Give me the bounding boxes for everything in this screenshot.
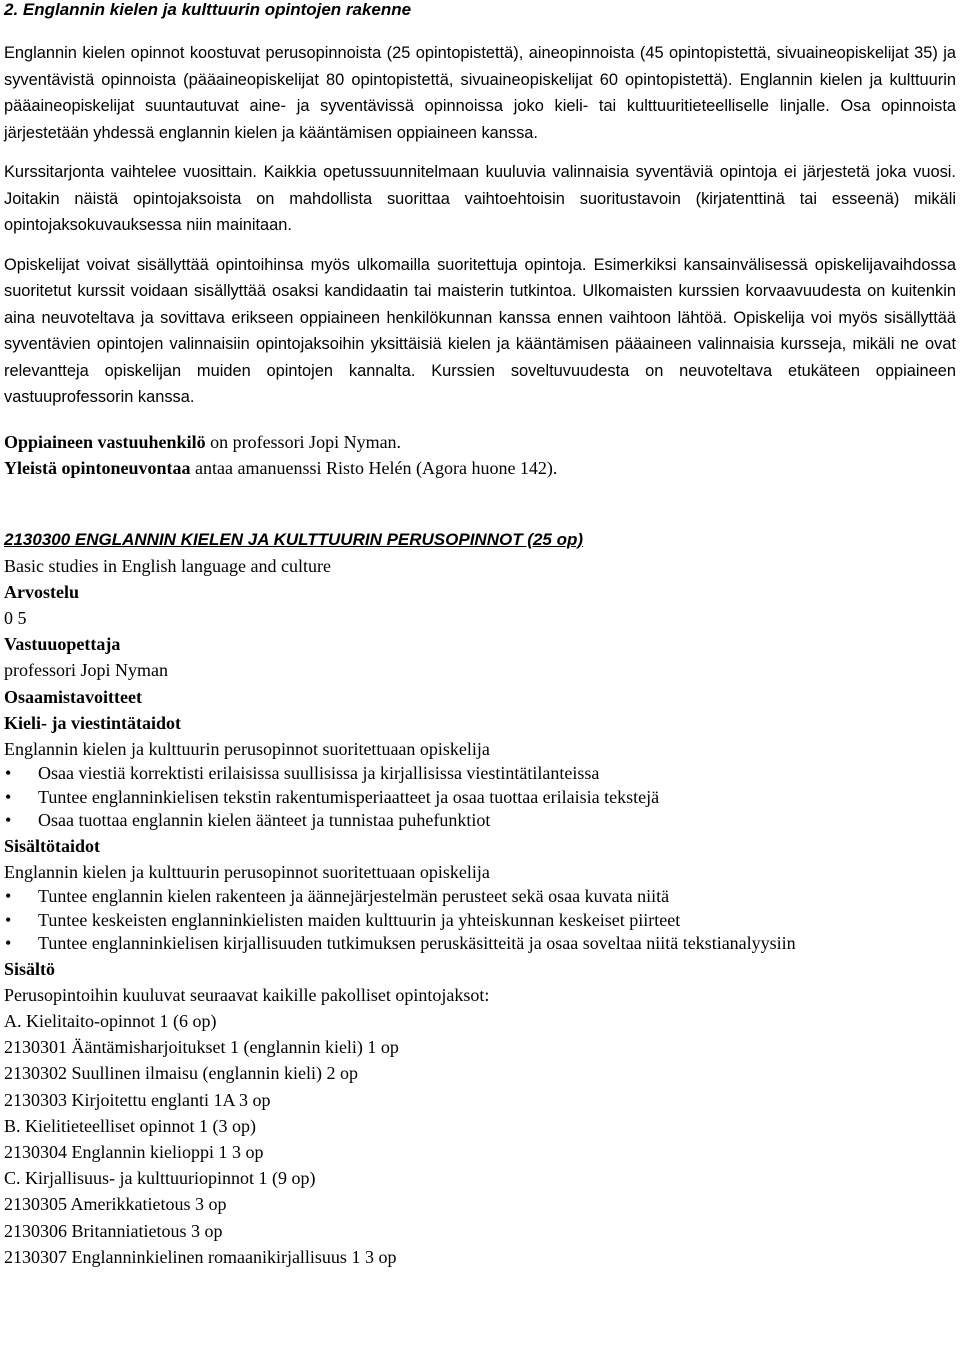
content-line: A. Kielitaito-opinnot 1 (6 op)	[4, 1010, 217, 1031]
responsible-person-label: Oppiaineen vastuuhenkilö	[4, 431, 206, 452]
content-line: 2130306 Britanniatietous 3 op	[4, 1220, 223, 1241]
list-item: • Tuntee keskeisten englanninkielisten maiden kulttuurin ja yhteiskunnan keskeiset piirteet	[4, 909, 956, 933]
content-line: B. Kielitieteelliset opinnot 1 (3 op)	[4, 1115, 256, 1136]
responsible-person-line	[4, 429, 956, 455]
advising-label: Yleistä opintoneuvontaa	[4, 457, 191, 478]
content-skills-label: Sisältötaidot	[4, 835, 101, 856]
paragraph-structure: Englannin kielen opinnot koostuvat perusopinnoista (25 opintopistettä), aineopinnoista (45 opintopistettä, sivuaineopiskelijat 35) ja syventävistä opinnoista (pääaineopiskelijat 80 opintopistettä, sivuaineopiskelijat 60 opintopistettä). Englannin kielen ja kulttuurin pääaineopiskelijat suuntautuvat aine- ja syventävissä opinnoissa joko kieli- tai kulttuuritieteelliselle linjalle. Osa opinnoista järjestetään yhdessä englannin kielen ja kääntämisen oppiaineen kanssa.	[4, 44, 956, 142]
list-item: • Tuntee englanninkielisen kirjallisuuden tutkimuksen peruskäsitteitä ja osaa soveltaa niitä tekstianalyysiin	[4, 932, 956, 956]
bullet-icon: •	[5, 909, 12, 930]
content-skills-intro: Englannin kielen ja kulttuurin perusopinnot suoritettuaan opiskelija	[4, 861, 490, 882]
section-title: 2. Englannin kielen ja kulttuurin opintojen rakenne	[4, 0, 412, 19]
content-line: 2130301 Ääntämisharjoitukset 1 (englannin kieli) 1 op	[4, 1037, 399, 1058]
paragraph-course-offering: Kurssitarjonta vaihtelee vuosittain. Kaikkia opetussuunnitelmaan kuuluvia valinnaisia syventäviä opintoja ei järjestetä joka vuosi. Joitakin näistä opintojaksoista on mahdollista suorittaa vaihtoehtoisin suoritustavoin (kirjatenttinä tai esseenä) mikäli opintojaksokuvauksessa niin mainitaan.	[4, 163, 956, 234]
list-item: • Tuntee englanninkielisen tekstin rakentumisperiaatteet ja osaa tuottaa erilaisia tekstejä	[4, 786, 956, 810]
content-label: Sisältö	[4, 958, 56, 979]
advising-line	[4, 455, 956, 481]
list-item: • Tuntee englannin kielen rakenteen ja äännejärjestelmän perusteet sekä osaa kuvata niitä	[4, 885, 956, 909]
course-english-name: Basic studies in English language and culture	[4, 555, 331, 576]
bullet-icon: •	[5, 933, 12, 954]
list-item: • Osaa tuottaa englannin kielen äänteet ja tunnistaa puhefunktiot	[4, 809, 956, 833]
grading-label: Arvostelu	[4, 581, 79, 602]
language-skills-list	[4, 762, 956, 833]
bullet-icon: •	[5, 786, 12, 807]
language-skills-intro: Englannin kielen ja kulttuurin perusopinnot suoritettuaan opiskelija	[4, 738, 490, 759]
bullet-icon: •	[5, 763, 12, 784]
outcomes-label: Osaamistavoitteet	[4, 686, 142, 707]
content-line: 2130305 Amerikkatietous 3 op	[4, 1194, 227, 1215]
content-line: 2130304 Englannin kielioppi 1 3 op	[4, 1141, 264, 1162]
content-skills-list	[4, 885, 956, 956]
responsible-person-text: on professori Jopi Nyman.	[205, 431, 402, 452]
content-intro: Perusopintoihin kuuluvat seuraavat kaikille pakolliset opintojaksot:	[4, 984, 490, 1005]
content-line: C. Kirjallisuus- ja kulttuuriopinnot 1 (9 op)	[4, 1168, 316, 1189]
bullet-icon: •	[5, 886, 12, 907]
teacher-label: Vastuuopettaja	[4, 634, 121, 655]
teacher-value: professori Jopi Nyman	[4, 660, 168, 681]
course-heading: 2130300 ENGLANNIN KIELEN JA KULTTUURIN PERUSOPINNOT (25 op)	[4, 529, 584, 549]
content-line: 2130303 Kirjoitettu englanti 1A 3 op	[4, 1089, 271, 1110]
content-line: 2130307 Englanninkielinen romaanikirjallisuus 1 3 op	[4, 1246, 397, 1267]
language-skills-label: Kieli- ja viestintätaidot	[4, 712, 181, 733]
list-item: • Osaa viestiä korrektisti erilaisissa suullisissa ja kirjallisissa viestintätilanteissa	[4, 762, 956, 786]
paragraph-abroad-studies: Opiskelijat voivat sisällyttää opintoihinsa myös ulkomailla suoritettuja opintoja. Esimerkiksi kansainvälisessä opiskelijavaihdossa suoritetut kurssit voidaan sisällyttää osaksi kandidaatin tai maisterin tutkintoa. Ulkomaisten kurssien korvaavuudesta on kuitenkin aina neuvoteltava ja sovittava erikseen oppiaineen henkilökunnan kanssa ennen vaihtoon lähtöä. Opiskelija voi myös sisällyttää syventävien opintojen valinnaisiin opintojaksoihin yksittäisiä kielen ja kääntämisen pääaineen valinnaisia kursseja, mikäli ne ovat relevantteja opiskelijan muiden opintojen kannalta. Kurssien soveltuvuudesta on neuvoteltava etukäteen oppiaineen vastuuprofessorin kanssa.	[4, 255, 956, 406]
advising-text: antaa amanuenssi Risto Helén (Agora huone 142).	[190, 457, 558, 478]
bullet-icon: •	[5, 810, 12, 831]
content-line: 2130302 Suullinen ilmaisu (englannin kieli) 2 op	[4, 1063, 358, 1084]
grading-value: 0 5	[4, 607, 27, 628]
